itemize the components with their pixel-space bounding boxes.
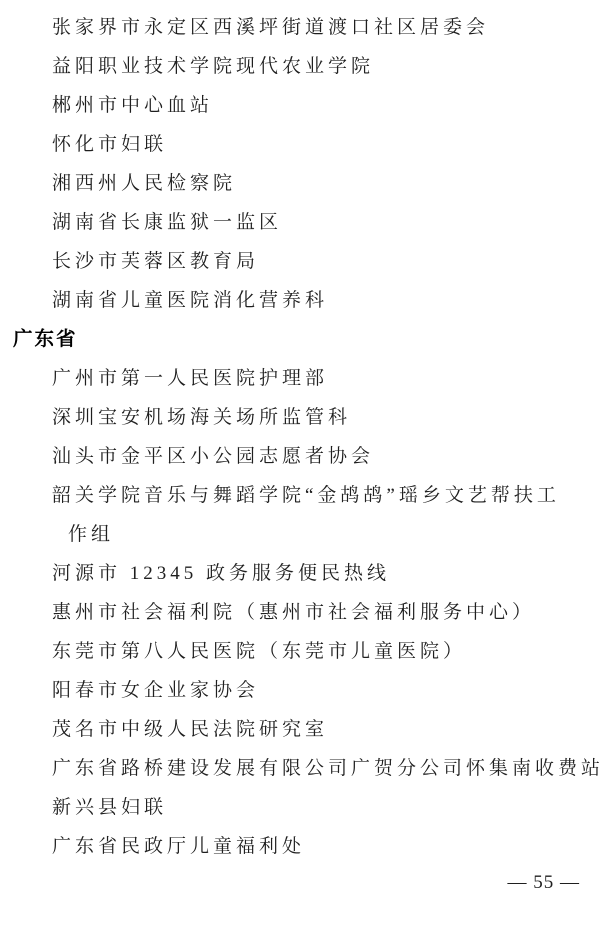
list-item: 湖南省儿童医院消化营养科 — [52, 290, 329, 311]
list-item: 湘西州人民检察院 — [52, 173, 237, 194]
page-number: — 55 — — [507, 872, 580, 893]
list-item: 深圳宝安机场海关场所监管科 — [52, 407, 352, 428]
province-section — [0, 8, 610, 320]
list-item: 茂名市中级人民法院研究室 — [52, 719, 329, 740]
section-items — [0, 359, 610, 866]
list-item: 益阳职业技术学院现代农业学院 — [52, 56, 375, 77]
list-item: 东莞市第八人民医院（东莞市儿童医院） — [52, 641, 467, 662]
list-item: 广东省民政厅儿童福利处 — [52, 836, 306, 857]
list-item: 河源市 12345 政务服务便民热线 — [52, 563, 391, 584]
list-item: 湖南省长康监狱一监区 — [52, 212, 283, 233]
section-header: 广东省 — [13, 328, 78, 350]
list-item: 广州市第一人民医院护理部 — [52, 368, 329, 389]
list-item: 张家界市永定区西溪坪街道渡口社区居委会 — [52, 17, 490, 38]
list-item: 长沙市芙蓉区教育局 — [52, 251, 260, 272]
list-item: 阳春市女企业家协会 — [52, 680, 260, 701]
list-item: 汕头市金平区小公园志愿者协会 — [52, 446, 375, 467]
section-items — [0, 8, 610, 320]
list-item-continuation: 作组 — [68, 524, 115, 545]
list-item: 惠州市社会福利院（惠州市社会福利服务中心） — [52, 602, 536, 623]
org-list — [0, 8, 610, 866]
list-item: 郴州市中心血站 — [52, 95, 214, 116]
list-item: 韶关学院音乐与舞蹈学院“金鸪鸪”瑶乡文艺帮扶工 — [52, 485, 560, 506]
list-item: 新兴县妇联 — [52, 797, 168, 818]
list-item: 广东省路桥建设发展有限公司广贺分公司怀集南收费站 — [52, 758, 605, 779]
province-section — [0, 320, 610, 866]
list-item: 怀化市妇联 — [52, 134, 168, 155]
